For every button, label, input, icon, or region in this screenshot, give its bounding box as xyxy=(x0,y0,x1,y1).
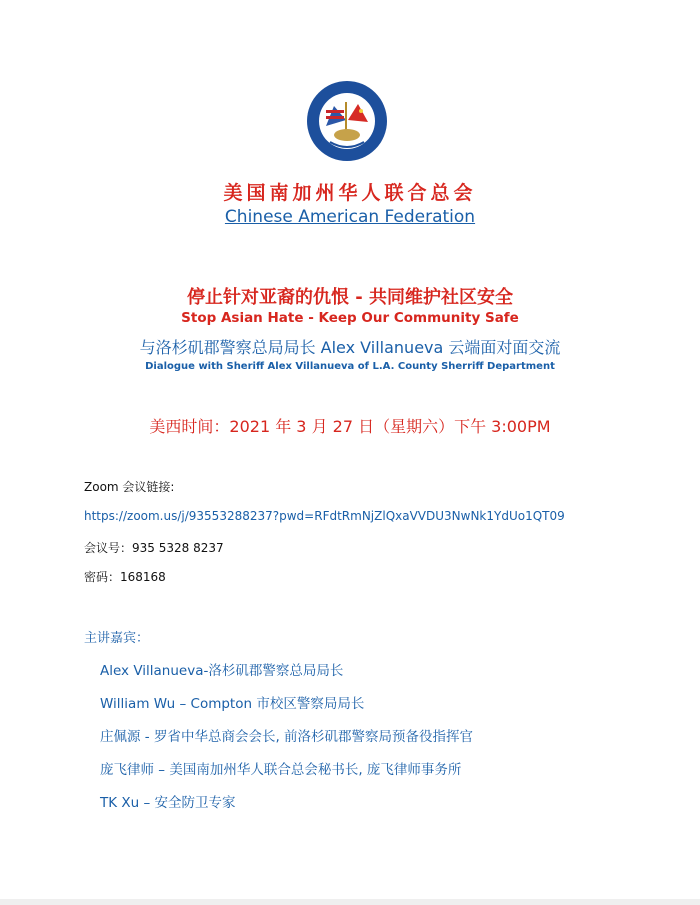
speaker-item: 庄佩源 - 罗省中华总商会会长, 前洛杉矶郡警察局预备役指挥官 xyxy=(100,729,474,745)
event-time: 美西时间：2021 年 3 月 27 日（星期六）下午 3:00PM xyxy=(149,417,551,436)
page-bottom-edge xyxy=(0,899,700,905)
speaker-item: 庞飞律师 – 美国南加州华人联合总会秘书长, 庞飞律师事务所 xyxy=(100,762,462,778)
org-name-en: Chinese American Federation xyxy=(224,207,476,227)
speaker-item: TK Xu – 安全防卫专家 xyxy=(100,795,236,811)
event-title-cn: 停止针对亚裔的仇恨 - 共同维护社区安全 xyxy=(186,287,513,308)
dialogue-en: Dialogue with Sheriff Alex Villanueva of L.A. County Sherriff Department xyxy=(145,361,555,372)
zoom-link[interactable]: https://zoom.us/j/93553288237?pwd=RFdtRmNjZlQxaVVDU3NwNk1YdUo1QT09 xyxy=(84,509,565,523)
meeting-password: 密码：168168 xyxy=(84,570,166,584)
speaker-item: Alex Villanueva-洛杉矶郡警察总局局长 xyxy=(100,663,344,679)
federation-logo xyxy=(306,80,388,162)
speaker-item: William Wu – Compton 市校区警察局局长 xyxy=(100,696,365,712)
event-title-en: Stop Asian Hate - Keep Our Community Safe xyxy=(181,310,519,326)
zoom-label: Zoom 会议链接: xyxy=(84,480,175,494)
speakers-heading: 主讲嘉宾： xyxy=(84,631,150,646)
org-name-cn: 美国南加州华人联合总会 xyxy=(223,182,477,204)
dialogue-cn: 与洛杉矶郡警察总局局长 Alex Villanueva 云端面对面交流 xyxy=(139,338,561,357)
meeting-id: 会议号：935 5328 8237 xyxy=(84,541,224,555)
